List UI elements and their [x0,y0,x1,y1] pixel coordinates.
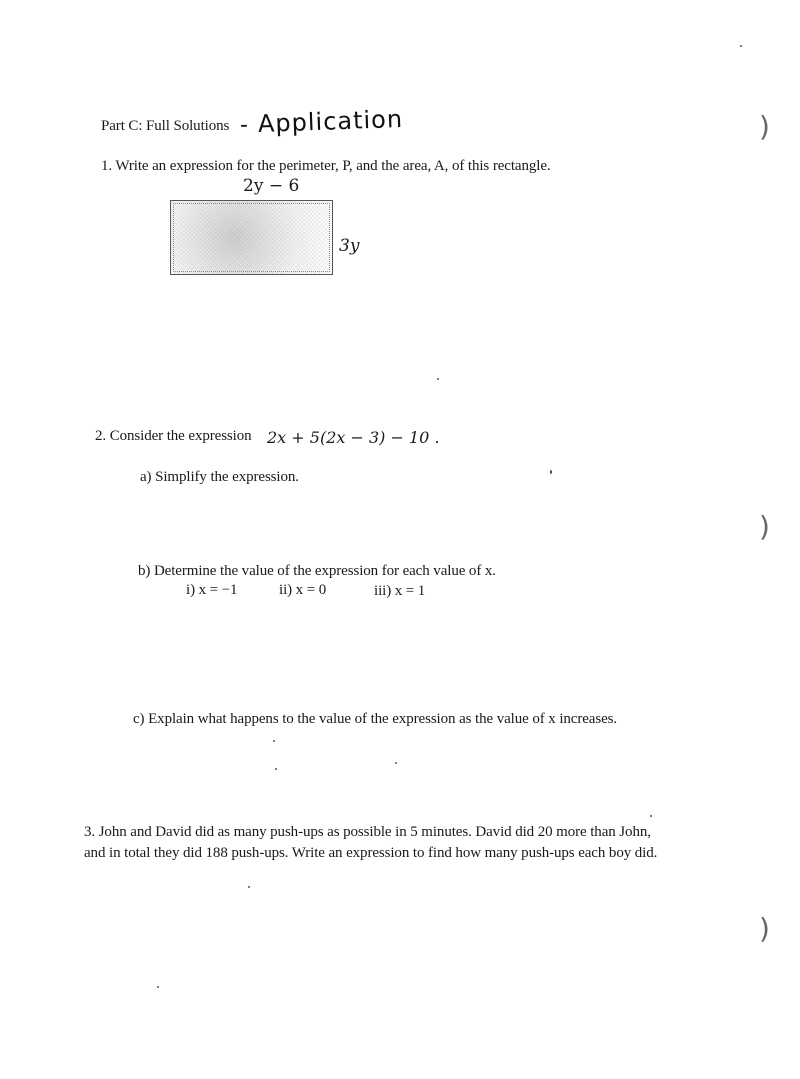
rectangle-diagram [170,200,333,275]
question-2b-value-1: i) x = −1 [186,582,238,598]
question-2b-value-3: iii) x = 1 [374,583,426,599]
scan-speck [740,45,742,47]
question-2c: c) Explain what happens to the value of the expression as the value of x increases. [133,711,618,727]
scan-speck [437,378,439,380]
header-dash: - [239,112,250,138]
scan-speck [248,886,250,888]
question-2-text: 2. Consider the expression [95,428,252,444]
question-3-line-1: 3. John and David did as many push-ups as possible in 5 minutes. David did 20 more than John, [84,824,651,840]
rectangle-top-label: 2y − 6 [243,176,300,196]
question-2-expression: 2x + 5(2x − 3) − 10 . [267,428,440,447]
question-1-text: 1. Write an expression for the perimeter, P, and the area, A, of this rectangle. [101,158,551,174]
rectangle-side-label: 3y [339,236,360,256]
scan-speck [273,740,275,742]
question-2a: a) Simplify the expression. [140,469,299,485]
binder-mark-bottom: ) [759,912,770,945]
scan-speck [550,470,552,474]
scan-speck [275,768,277,770]
scan-speck [157,986,159,988]
question-2b-value-2: ii) x = 0 [279,582,327,598]
handwritten-title: Application [257,104,404,138]
binder-mark-middle: ) [759,510,770,543]
question-2b: b) Determine the value of the expression for each value of x. [138,563,496,579]
question-3-line-2: and in total they did 188 push-ups. Write an expression to find how many push-ups each boy did. [84,845,658,861]
scan-speck [650,815,652,817]
scan-speck [395,762,397,764]
part-label: Part C: Full Solutions [101,118,230,134]
binder-mark-top: ) [759,110,770,143]
